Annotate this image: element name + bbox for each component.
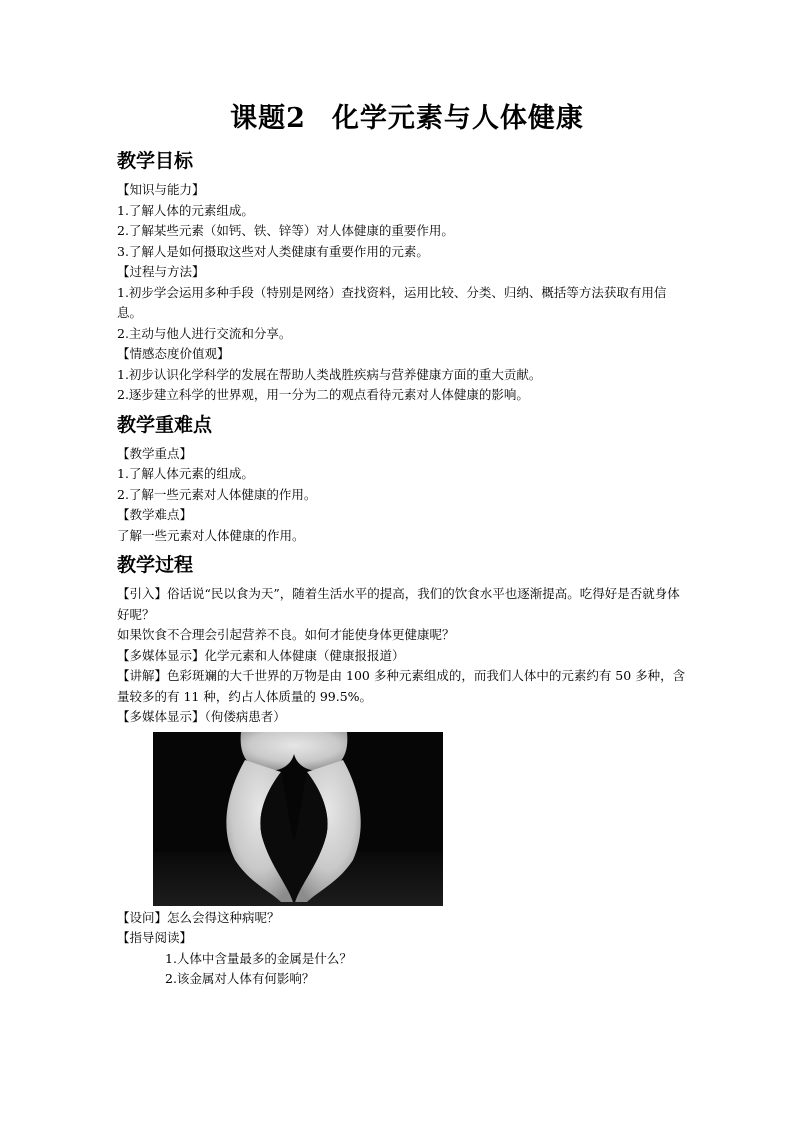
key-item-1: 1.了解人体元素的组成。 [117,466,254,481]
intro-text-2: 如果饮食不合理会引起营养不良。如何才能使身体更健康呢？ [117,627,455,642]
question-text: 怎么会得这种病呢？ [167,909,280,925]
process-heading: 教学过程 [117,554,194,576]
guide-label: 【指导阅读】 [117,930,193,945]
media1-text: 化学元素和人体健康（健康报报道） [204,647,405,663]
title-text: 化学元素与人体健康 [331,103,584,134]
media1-paragraph [117,646,687,667]
intro-label: 【引入】 [117,586,168,601]
media1-label: 【多媒体显示】 [117,647,205,663]
title-prefix: 课题2 [230,103,306,134]
process-method-label: 【过程与方法】 [117,264,205,279]
intro-text: 俗话说“民以食为天”，随着生活水平的提高，我们的饮食水平也逐渐提高。吃得好是否就身体好呢？ [117,586,680,622]
attitude-item-1: 1.初步认识化学科学的发展在帮助人类战胜疾病与营养健康方面的重大贡献。 [117,366,542,382]
media2-text: （佝偻病患者） [204,709,286,724]
knowledge-label: 【知识与能力】 [117,182,205,197]
media2-paragraph [117,707,687,728]
process-method-item-2: 2.主动与他人进行交流和分享。 [117,325,292,341]
page-title [117,96,687,142]
explain-text: 色彩斑斓的大千世界的万物是由 100 多种元素组成的，而我们人体中的元素约有 50 多种，含量较多的有 11 种，约占人体质量的 99.5%。 [117,668,686,704]
question-label: 【设问】 [117,909,168,925]
difficult-label: 【教学难点】 [117,507,193,522]
key-item-2: 2.了解一些元素对人体健康的作用。 [117,486,317,502]
explain-label: 【讲解】 [117,668,168,683]
objectives-heading: 教学目标 [117,150,194,172]
question-paragraph [117,908,687,929]
key-points-heading: 教学重难点 [117,413,213,436]
explain-paragraph [117,666,687,707]
guide-item-2: 2.该金属对人体有何影响？ [165,971,315,986]
knowledge-item-3: 3.了解人是如何摄取这些对人类健康有重要作用的元素。 [117,243,429,259]
knowledge-item-2: 2.了解某些元素（如钙、铁、锌等）对人体健康的重要作用。 [117,223,454,238]
difficult-text: 了解一些元素对人体健康的作用。 [117,527,305,543]
key-label: 【教学重点】 [117,445,193,461]
guide-item-1: 1.人体中含量最多的金属是什么？ [165,950,352,966]
intro-paragraph [117,584,687,625]
rickets-patient-photo [153,732,443,906]
process-method-item-1: 1.初步学会运用多种手段（特别是网络）查找资料，运用比较、分类、归纳、概括等方法获取有用信息。 [117,284,667,320]
knowledge-item-1: 1.了解人体的元素组成。 [117,202,254,218]
attitude-label: 【情感态度价值观】 [117,346,230,361]
attitude-item-2: 2.逐步建立科学的世界观，用一分为二的观点看待元素对人体健康的影响。 [117,387,529,402]
document-page [117,96,687,990]
media2-label: 【多媒体显示】 [117,709,205,724]
